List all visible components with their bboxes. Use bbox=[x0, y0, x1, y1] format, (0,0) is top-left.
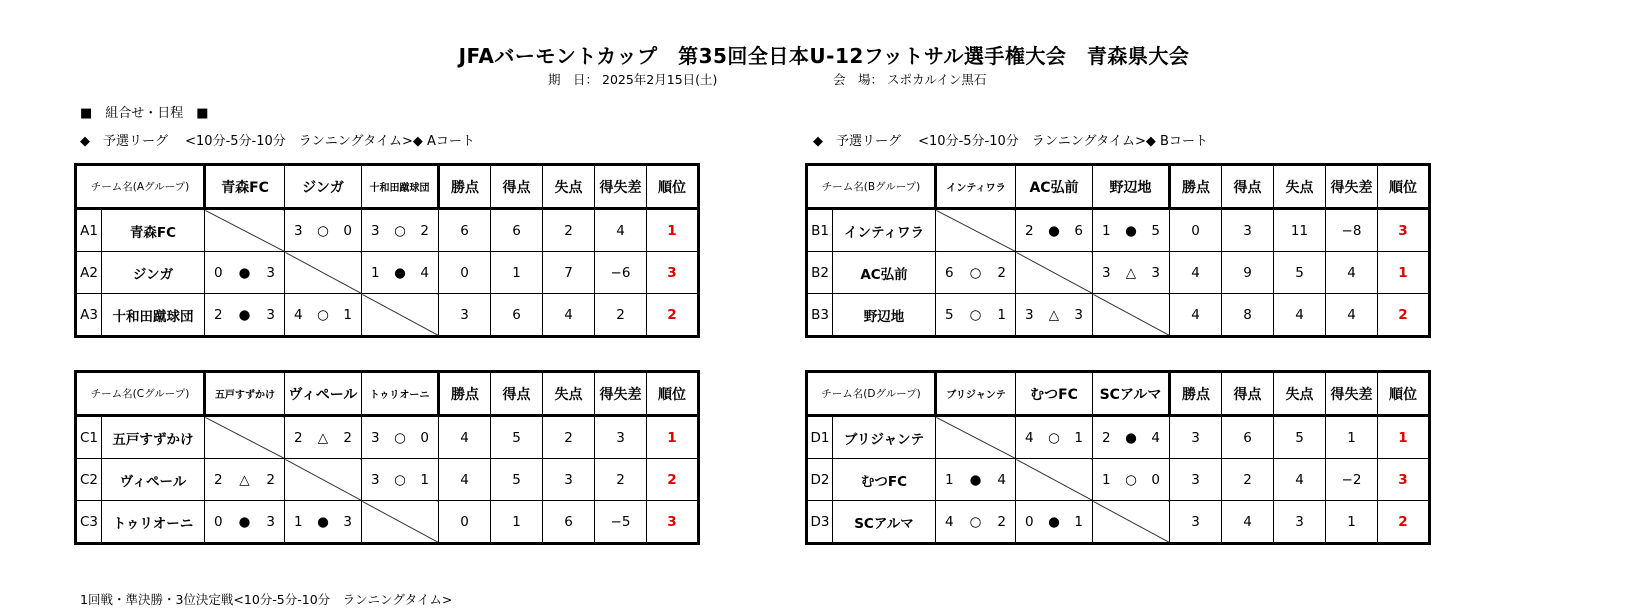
event-venue bbox=[833, 70, 986, 88]
opponent-header: 野辺地 bbox=[1093, 165, 1170, 209]
goals-against: 3 bbox=[1274, 501, 1326, 544]
result-mark: ● bbox=[1048, 513, 1060, 530]
goals-for: 8 bbox=[1222, 294, 1274, 337]
score-for: 2 bbox=[214, 471, 223, 488]
result-mark: ● bbox=[1125, 222, 1137, 239]
team-row bbox=[807, 501, 1430, 544]
opponent-header: SCアルマ bbox=[1093, 372, 1170, 416]
venue-value: スポカルイン黒石 bbox=[887, 72, 987, 87]
self-match-cell bbox=[362, 501, 439, 544]
match-result bbox=[936, 459, 1016, 501]
result-mark: ● bbox=[238, 306, 251, 323]
goal-difference: 4 bbox=[1326, 252, 1378, 294]
score-for: 1 bbox=[1102, 471, 1111, 488]
stat-header: 得点 bbox=[491, 372, 543, 416]
team-row bbox=[807, 416, 1430, 459]
self-match-cell bbox=[205, 416, 285, 459]
stat-header: 失点 bbox=[1274, 165, 1326, 209]
stat-header: 順位 bbox=[1378, 372, 1430, 416]
team-name: 野辺地 bbox=[833, 294, 936, 337]
score-for: 4 bbox=[294, 306, 303, 323]
section-title: ■ 組合せ・日程 ■ bbox=[80, 106, 209, 121]
team-row bbox=[76, 209, 699, 252]
stat-header: 順位 bbox=[647, 165, 699, 209]
team-name: 五戸すずかけ bbox=[102, 416, 205, 459]
team-code: D3 bbox=[807, 501, 833, 544]
score-against: 0 bbox=[343, 222, 352, 239]
stat-header: 勝点 bbox=[1170, 372, 1222, 416]
points: 3 bbox=[1170, 416, 1222, 459]
date-value: 2025年2月15日(土) bbox=[602, 72, 718, 87]
match-result bbox=[205, 501, 285, 544]
stat-header: 得点 bbox=[1222, 165, 1274, 209]
match-result bbox=[205, 459, 285, 501]
match-result bbox=[362, 416, 439, 459]
rank: 3 bbox=[1378, 209, 1430, 252]
rank: 1 bbox=[1378, 416, 1430, 459]
team-code: A2 bbox=[76, 252, 102, 294]
stat-header: 得点 bbox=[491, 165, 543, 209]
team-code: D2 bbox=[807, 459, 833, 501]
rank: 1 bbox=[1378, 252, 1430, 294]
goals-against: 2 bbox=[543, 416, 595, 459]
self-match-cell bbox=[1093, 294, 1170, 337]
rank: 2 bbox=[647, 294, 699, 337]
score-for: 6 bbox=[945, 264, 954, 281]
score-against: 3 bbox=[266, 306, 275, 323]
score-against: 1 bbox=[1074, 513, 1083, 530]
score-for: 1 bbox=[294, 513, 303, 530]
match-result bbox=[1016, 416, 1093, 459]
group-table bbox=[74, 163, 700, 338]
team-name: SCアルマ bbox=[833, 501, 936, 544]
team-row bbox=[807, 459, 1430, 501]
result-mark: ○ bbox=[317, 222, 329, 239]
match-result bbox=[362, 459, 439, 501]
self-match-cell bbox=[362, 294, 439, 337]
score-against: 3 bbox=[266, 264, 275, 281]
rank: 1 bbox=[647, 416, 699, 459]
stat-header: 失点 bbox=[1274, 372, 1326, 416]
opponent-header: AC弘前 bbox=[1016, 165, 1093, 209]
score-for: 1 bbox=[945, 471, 954, 488]
result-mark: ○ bbox=[394, 471, 406, 488]
stat-header: 失点 bbox=[543, 165, 595, 209]
match-result bbox=[1016, 209, 1093, 252]
group-label: チーム名(Bグループ) bbox=[807, 165, 936, 209]
goal-difference: 3 bbox=[595, 416, 647, 459]
result-mark: ● bbox=[394, 264, 406, 281]
goals-for: 6 bbox=[491, 209, 543, 252]
result-mark: △ bbox=[239, 471, 250, 488]
stat-header: 得失差 bbox=[1326, 372, 1378, 416]
match-result bbox=[285, 209, 362, 252]
team-name: 青森FC bbox=[102, 209, 205, 252]
match-result bbox=[1093, 416, 1170, 459]
team-row bbox=[807, 294, 1430, 337]
result-mark: ○ bbox=[1125, 471, 1137, 488]
team-name: ヴィペール bbox=[102, 459, 205, 501]
footer-note: 1回戦・準決勝・3位決定戦<10分-5分-10分 ランニングタイム> bbox=[80, 592, 453, 607]
score-against: 5 bbox=[1151, 222, 1160, 239]
venue-label: 会 場： bbox=[833, 72, 884, 87]
self-match-cell bbox=[205, 209, 285, 252]
opponent-header: 五戸すずかけ bbox=[205, 372, 285, 416]
rank: 2 bbox=[1378, 294, 1430, 337]
goal-difference: 4 bbox=[595, 209, 647, 252]
score-against: 1 bbox=[997, 306, 1006, 323]
group-label: チーム名(Cグループ) bbox=[76, 372, 205, 416]
score-against: 2 bbox=[266, 471, 275, 488]
team-name: AC弘前 bbox=[833, 252, 936, 294]
opponent-header: 十和田蹴球団 bbox=[362, 165, 439, 209]
team-row bbox=[76, 416, 699, 459]
score-against: 3 bbox=[1074, 306, 1083, 323]
goal-difference: −6 bbox=[595, 252, 647, 294]
result-mark: ○ bbox=[969, 264, 982, 281]
opponent-header: ブリジャンテ bbox=[936, 372, 1016, 416]
goals-against: 5 bbox=[1274, 416, 1326, 459]
event-date bbox=[548, 70, 717, 88]
team-name: 十和田蹴球団 bbox=[102, 294, 205, 337]
goals-against: 11 bbox=[1274, 209, 1326, 252]
team-row bbox=[76, 501, 699, 544]
score-for: 1 bbox=[371, 264, 380, 281]
match-result bbox=[936, 252, 1016, 294]
goals-against: 5 bbox=[1274, 252, 1326, 294]
team-code: C1 bbox=[76, 416, 102, 459]
score-for: 1 bbox=[1102, 222, 1111, 239]
rank: 1 bbox=[647, 209, 699, 252]
score-for: 0 bbox=[1025, 513, 1034, 530]
goal-difference: 4 bbox=[1326, 294, 1378, 337]
team-row bbox=[76, 294, 699, 337]
score-for: 4 bbox=[1025, 429, 1034, 446]
score-against: 1 bbox=[420, 471, 429, 488]
score-against: 2 bbox=[420, 222, 429, 239]
team-code: A1 bbox=[76, 209, 102, 252]
team-code: B2 bbox=[807, 252, 833, 294]
team-row bbox=[807, 209, 1430, 252]
score-against: 3 bbox=[266, 513, 275, 530]
points: 4 bbox=[439, 416, 491, 459]
goal-difference: 2 bbox=[595, 459, 647, 501]
opponent-header: 青森FC bbox=[205, 165, 285, 209]
stat-header: 得失差 bbox=[595, 165, 647, 209]
stat-header: 得点 bbox=[1222, 372, 1274, 416]
score-for: 3 bbox=[1102, 264, 1111, 281]
match-result bbox=[1016, 294, 1093, 337]
score-against: 3 bbox=[1151, 264, 1160, 281]
stat-header: 勝点 bbox=[439, 165, 491, 209]
points: 0 bbox=[439, 501, 491, 544]
stat-header: 勝点 bbox=[439, 372, 491, 416]
goals-for: 9 bbox=[1222, 252, 1274, 294]
result-mark: ○ bbox=[969, 513, 982, 530]
match-result bbox=[936, 501, 1016, 544]
points: 3 bbox=[1170, 459, 1222, 501]
goals-against: 3 bbox=[543, 459, 595, 501]
result-mark: ○ bbox=[1048, 429, 1060, 446]
team-name: むつFC bbox=[833, 459, 936, 501]
score-against: 1 bbox=[1074, 429, 1083, 446]
opponent-header: インティワラ bbox=[936, 165, 1016, 209]
goals-for: 2 bbox=[1222, 459, 1274, 501]
score-against: 2 bbox=[997, 264, 1006, 281]
points: 6 bbox=[439, 209, 491, 252]
opponent-header: むつFC bbox=[1016, 372, 1093, 416]
match-result bbox=[362, 252, 439, 294]
team-row bbox=[76, 252, 699, 294]
score-against: 3 bbox=[343, 513, 352, 530]
self-match-cell bbox=[285, 252, 362, 294]
team-code: B1 bbox=[807, 209, 833, 252]
goal-difference: 2 bbox=[595, 294, 647, 337]
score-for: 2 bbox=[1025, 222, 1034, 239]
team-code: A3 bbox=[76, 294, 102, 337]
group-label: チーム名(Aグループ) bbox=[76, 165, 205, 209]
score-for: 3 bbox=[1025, 306, 1034, 323]
goals-against: 6 bbox=[543, 501, 595, 544]
team-name: ブリジャンテ bbox=[833, 416, 936, 459]
goals-for: 6 bbox=[491, 294, 543, 337]
goals-for: 5 bbox=[491, 459, 543, 501]
self-match-cell bbox=[936, 416, 1016, 459]
result-mark: ○ bbox=[969, 306, 982, 323]
rank: 3 bbox=[647, 252, 699, 294]
result-mark: ○ bbox=[394, 222, 406, 239]
score-against: 4 bbox=[420, 264, 429, 281]
league-heading-a: ◆ 予選リーグ <10分-5分-10分 ランニングタイム>◆ Aコート bbox=[80, 134, 475, 149]
result-mark: △ bbox=[317, 429, 329, 446]
result-mark: ○ bbox=[394, 429, 406, 446]
team-name: ジンガ bbox=[102, 252, 205, 294]
score-against: 2 bbox=[997, 513, 1006, 530]
stat-header: 失点 bbox=[543, 372, 595, 416]
goal-difference: −8 bbox=[1326, 209, 1378, 252]
stat-header: 得失差 bbox=[595, 372, 647, 416]
result-mark: ● bbox=[317, 513, 329, 530]
score-for: 2 bbox=[214, 306, 223, 323]
team-name: トゥリオーニ bbox=[102, 501, 205, 544]
goal-difference: −5 bbox=[595, 501, 647, 544]
date-label: 期 日： bbox=[548, 72, 599, 87]
opponent-header: ジンガ bbox=[285, 165, 362, 209]
group-label: チーム名(Dグループ) bbox=[807, 372, 936, 416]
rank: 3 bbox=[1378, 459, 1430, 501]
match-result bbox=[1016, 501, 1093, 544]
result-mark: ● bbox=[1048, 222, 1060, 239]
goals-against: 2 bbox=[543, 209, 595, 252]
goals-against: 4 bbox=[543, 294, 595, 337]
result-mark: △ bbox=[1048, 306, 1060, 323]
score-against: 4 bbox=[1151, 429, 1160, 446]
stat-header: 勝点 bbox=[1170, 165, 1222, 209]
team-row bbox=[807, 252, 1430, 294]
match-result bbox=[936, 294, 1016, 337]
opponent-header: ヴィペール bbox=[285, 372, 362, 416]
match-result bbox=[205, 294, 285, 337]
result-mark: △ bbox=[1125, 264, 1137, 281]
team-code: C3 bbox=[76, 501, 102, 544]
self-match-cell bbox=[1016, 252, 1093, 294]
points: 4 bbox=[1170, 252, 1222, 294]
points: 4 bbox=[439, 459, 491, 501]
result-mark: ● bbox=[969, 471, 982, 488]
result-mark: ● bbox=[238, 513, 251, 530]
result-mark: ○ bbox=[317, 306, 329, 323]
team-code: B3 bbox=[807, 294, 833, 337]
score-against: 4 bbox=[997, 471, 1006, 488]
points: 3 bbox=[439, 294, 491, 337]
self-match-cell bbox=[285, 459, 362, 501]
league-heading-b: ◆ 予選リーグ <10分-5分-10分 ランニングタイム>◆ Bコート bbox=[813, 134, 1208, 149]
rank: 2 bbox=[1378, 501, 1430, 544]
rank: 3 bbox=[647, 501, 699, 544]
match-result bbox=[285, 416, 362, 459]
score-against: 2 bbox=[343, 429, 352, 446]
score-for: 3 bbox=[371, 429, 380, 446]
goals-for: 3 bbox=[1222, 209, 1274, 252]
match-result bbox=[1093, 209, 1170, 252]
score-for: 4 bbox=[945, 513, 954, 530]
goals-for: 1 bbox=[491, 501, 543, 544]
points: 3 bbox=[1170, 501, 1222, 544]
points: 0 bbox=[1170, 209, 1222, 252]
opponent-header: トゥリオーニ bbox=[362, 372, 439, 416]
stat-header: 得失差 bbox=[1326, 165, 1378, 209]
match-result bbox=[285, 294, 362, 337]
group-table bbox=[74, 370, 700, 545]
score-for: 5 bbox=[945, 306, 954, 323]
self-match-cell bbox=[1093, 501, 1170, 544]
points: 0 bbox=[439, 252, 491, 294]
rank: 2 bbox=[647, 459, 699, 501]
goals-against: 4 bbox=[1274, 294, 1326, 337]
page-title: JFAバーモントカップ 第35回全日本U-12フットサル選手権大会 青森県大会 bbox=[458, 44, 1190, 68]
team-code: C2 bbox=[76, 459, 102, 501]
result-mark: ● bbox=[238, 264, 251, 281]
goals-against: 7 bbox=[543, 252, 595, 294]
goals-for: 5 bbox=[491, 416, 543, 459]
group-table bbox=[805, 370, 1431, 545]
score-for: 2 bbox=[294, 429, 303, 446]
self-match-cell bbox=[1016, 459, 1093, 501]
score-for: 3 bbox=[371, 471, 380, 488]
goals-for: 4 bbox=[1222, 501, 1274, 544]
match-result bbox=[1093, 252, 1170, 294]
match-result bbox=[362, 209, 439, 252]
goal-difference: 1 bbox=[1326, 501, 1378, 544]
score-for: 2 bbox=[1102, 429, 1111, 446]
match-result bbox=[1093, 459, 1170, 501]
self-match-cell bbox=[936, 209, 1016, 252]
goals-against: 4 bbox=[1274, 459, 1326, 501]
stat-header: 順位 bbox=[1378, 165, 1430, 209]
score-against: 0 bbox=[420, 429, 429, 446]
goal-difference: −2 bbox=[1326, 459, 1378, 501]
score-for: 3 bbox=[294, 222, 303, 239]
match-result bbox=[285, 501, 362, 544]
goal-difference: 1 bbox=[1326, 416, 1378, 459]
stat-header: 順位 bbox=[647, 372, 699, 416]
result-mark: ● bbox=[1125, 429, 1137, 446]
score-against: 1 bbox=[343, 306, 352, 323]
team-row bbox=[76, 459, 699, 501]
goals-for: 6 bbox=[1222, 416, 1274, 459]
score-for: 0 bbox=[214, 513, 223, 530]
points: 4 bbox=[1170, 294, 1222, 337]
team-code: D1 bbox=[807, 416, 833, 459]
match-result bbox=[205, 252, 285, 294]
team-name: インティワラ bbox=[833, 209, 936, 252]
score-against: 0 bbox=[1151, 471, 1160, 488]
goals-for: 1 bbox=[491, 252, 543, 294]
score-for: 0 bbox=[214, 264, 223, 281]
group-table bbox=[805, 163, 1431, 338]
score-for: 3 bbox=[371, 222, 380, 239]
score-against: 6 bbox=[1074, 222, 1083, 239]
